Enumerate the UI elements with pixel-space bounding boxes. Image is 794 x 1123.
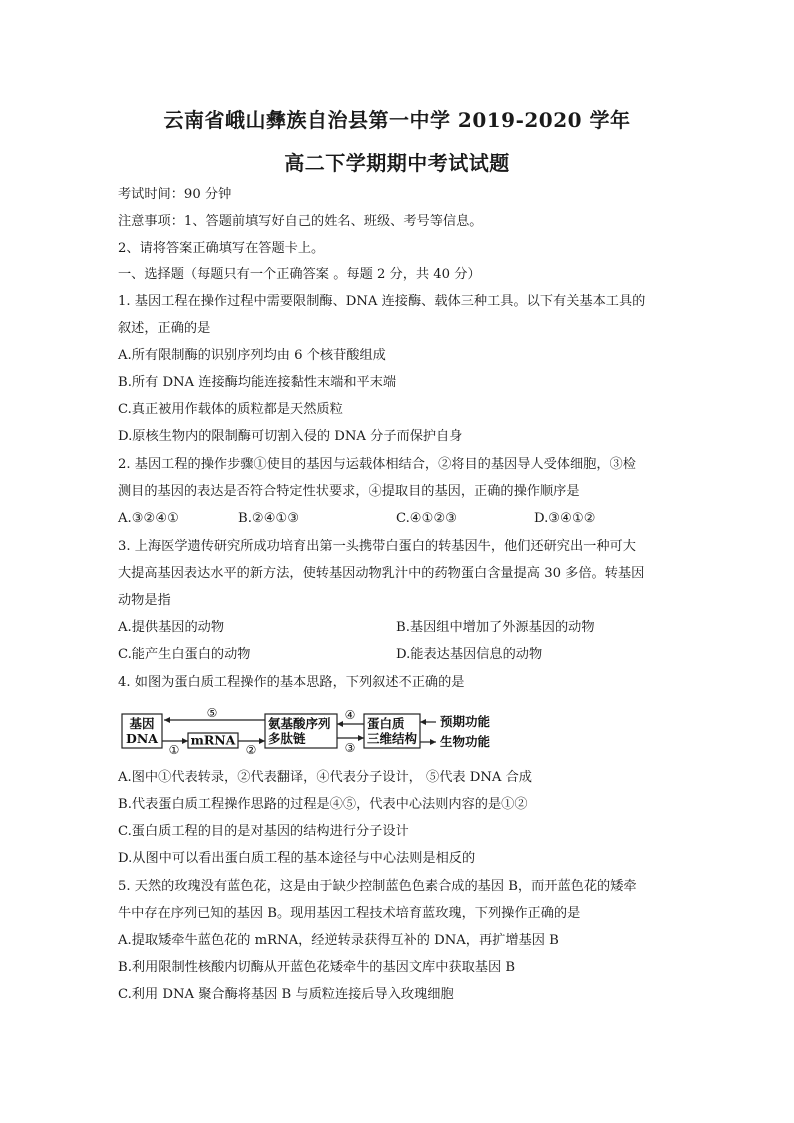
q4-stem: 4. 如图为蛋白质工程操作的基本思路，下列叙述不正确的是	[118, 675, 465, 690]
q3-option-b: B.基因组中增加了外源基因的动物	[396, 620, 595, 635]
exam-title-line2: 高二下学期期中考试试题	[284, 151, 510, 175]
q5-option-c: C.利用 DNA 聚合酶将基因 B 与质粒连接后导入玫瑰细胞	[118, 987, 454, 1002]
arrow-5-head	[164, 717, 170, 723]
notice-1: 注意事项：1、答题前填写好自己的姓名、班级、考号等信息。	[118, 214, 483, 229]
notice-2: 2、请将答案正确填写在答题卡上。	[118, 241, 325, 256]
arrow-expected-function-head	[420, 719, 426, 725]
box-gene-dna-line1: 基因	[129, 716, 155, 731]
q5-stem-1: 5. 天然的玫瑰没有蓝色花，这是由于缺少控制蓝色色素合成的基因 B，而开蓝色花的矮牵	[118, 879, 637, 894]
q5-stem-2: 牛中存在序列已知的基因 B。现用基因工程技术培育蓝玫瑰，下列操作正确的是	[118, 906, 581, 921]
q1-stem-2: 叙述，正确的是	[118, 321, 211, 336]
q3-option-d: D.能表达基因信息的动物	[396, 647, 543, 662]
q1-option-a: A.所有限制酶的识别序列均由 6 个核苷酸组成	[118, 348, 386, 363]
box-mrna-label: mRNA	[190, 732, 236, 748]
box-gene-dna-line2: DNA	[126, 731, 158, 746]
q1-stem-1: 1. 基因工程在操作过程中需要限制酶、DNA 连接酶、载体三种工具。以下有关基本工具的	[118, 294, 646, 309]
protein-engineering-diagram	[118, 704, 518, 756]
label-1: ①	[168, 743, 180, 756]
q5-option-b: B.利用限制性核酸内切酶从开蓝色花矮牵牛的基因文库中获取基因 B	[118, 960, 516, 975]
q4-option-d: D.从图中可以看出蛋白质工程的基本途径与中心法则是相反的	[118, 851, 476, 866]
q3-option-c: C.能产生白蛋白的动物	[118, 647, 251, 662]
section-heading: 一、选择题（每题只有一个正确答案 。每题 2 分，共 40 分）	[118, 267, 481, 282]
arrow-4-head	[337, 721, 343, 727]
box-protein-structure-line2: 三维结构	[367, 731, 418, 746]
exam-title-line1: 云南省峨山彝族自治县第一中学 2019-2020 学年	[163, 108, 631, 132]
exam-time: 考试时间：90 分钟	[118, 187, 232, 202]
q4-option-a: A.图中①代表转录，②代表翻译，④代表分子设计， ⑤代表 DNA 合成	[118, 770, 532, 785]
q4-option-c: C.蛋白质工程的目的是对基因的结构进行分子设计	[118, 824, 409, 839]
arrow-3-head	[358, 735, 364, 741]
q4-option-b: B.代表蛋白质工程操作思路的过程是④⑤，代表中心法则内容的是①②	[118, 797, 528, 812]
arrow-1-head	[182, 738, 188, 744]
q2-option-d: D.③④①②	[534, 511, 596, 526]
label-3: ③	[344, 741, 356, 755]
label-4: ④	[344, 708, 356, 722]
box-amino-acid-line1: 氨基酸序列	[268, 716, 331, 731]
label-2: ②	[245, 743, 257, 756]
q1-option-d: D.原核生物内的限制酶可切割入侵的 DNA 分子而保护自身	[118, 429, 463, 444]
q3-option-a: A.提供基因的动物	[118, 620, 225, 635]
label-expected-function: 预期功能	[440, 714, 491, 729]
q5-option-a: A.提取矮牵牛蓝色花的 mRNA，经逆转录获得互补的 DNA，再扩增基因 B	[118, 933, 559, 948]
q3-stem-1: 3. 上海医学遗传研究所成功培育出第一头携带白蛋白的转基因牛，他们还研究出一种可大	[118, 539, 636, 554]
box-protein-structure-line1: 蛋白质	[367, 716, 405, 731]
arrow-biological-function-head	[430, 739, 436, 745]
label-biological-function: 生物功能	[440, 734, 491, 749]
q2-option-c: C.④①②③	[396, 511, 458, 526]
q2-option-a: A.③②④①	[118, 511, 180, 526]
arrow-2-head	[259, 738, 265, 744]
q2-stem-1: 2. 基因工程的操作步骤①使目的基因与运载体相结合，②将目的基因导人受体细胞，③检	[118, 457, 636, 472]
q2-stem-2: 测目的基因的表达是否符合特定性状要求，④提取目的基因，正确的操作顺序是	[118, 484, 580, 499]
q3-stem-2: 大提高基因表达水平的新方法，使转基因动物乳汁中的药物蛋白含量提高 30 多倍。转基因	[118, 566, 645, 581]
box-amino-acid-line2: 多肽链	[268, 731, 306, 746]
label-5: ⑤	[206, 706, 218, 720]
q3-stem-3: 动物是指	[118, 593, 171, 608]
q1-option-b: B.所有 DNA 连接酶均能连接黏性末端和平末端	[118, 375, 397, 390]
q1-option-c: C.真正被用作载体的质粒都是天然质粒	[118, 402, 343, 417]
q2-option-b: B.②④①③	[238, 511, 300, 526]
